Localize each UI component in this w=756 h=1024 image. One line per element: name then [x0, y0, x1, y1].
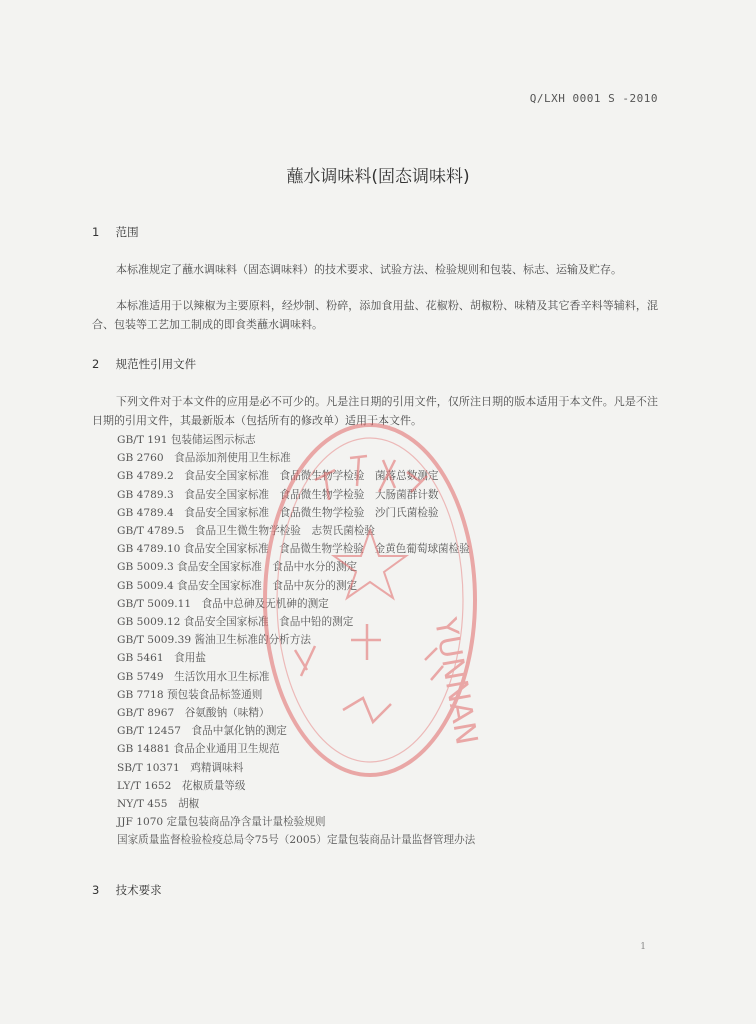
section-number: 1: [92, 225, 100, 239]
section-number: 2: [92, 357, 100, 371]
reference-item: GB 4789.2 食品安全国家标准 食品微生物学检验 菌落总数测定: [117, 470, 439, 483]
reference-item: GB 7718 预包装食品标签通则: [117, 688, 263, 701]
reference-item: GB 4789.3 食品安全国家标准 食品微生物学检验 大肠菌群计数: [117, 488, 439, 501]
reference-item: GB/T 8967 谷氨酸钠（味精）: [117, 707, 270, 720]
section-number: 3: [92, 883, 100, 897]
reference-item: GB 4789.4 食品安全国家标准 食品微生物学检验 沙门氏菌检验: [117, 506, 439, 519]
reference-item: NY/T 455 胡椒: [117, 798, 200, 811]
reference-item: SB/T 10371 鸡精调味料: [117, 761, 244, 774]
section-title: 规范性引用文件: [115, 357, 197, 371]
reference-item: LY/T 1652 花椒质量等级: [117, 779, 246, 792]
references-list: [117, 431, 475, 850]
document-title: 蘸水调味料(固态调味料): [286, 167, 470, 187]
page-number: 1: [640, 942, 646, 952]
reference-item: 国家质量监督检验检疫总局令75号（2005）定量包装商品计量监督管理办法: [117, 834, 476, 847]
references-intro: 下列文件对于本文件的应用是必不可少的。凡是注日期的引用文件，仅所注日期的版本适用于本文件。凡是不注日期的引用文件，其最新版本（包括所有的修改单）适用于本文件。: [92, 395, 658, 427]
section-title: 范围: [115, 225, 139, 239]
seal-text: YUNNAN: [427, 615, 484, 748]
reference-item: JJF 1070 定量包装商品净含量计量检验规则: [117, 816, 326, 829]
reference-item: GB 2760 食品添加剂使用卫生标准: [117, 452, 291, 465]
reference-item: GB 5461 食用盐: [117, 652, 206, 665]
reference-item: GB/T 5009.11 食品中总砷及无机砷的测定: [117, 597, 329, 610]
reference-item: GB 5009.12 食品安全国家标准 食品中铅的测定: [117, 616, 354, 629]
scope-paragraph-2: 本标准适用于以辣椒为主要原料，经炒制、粉碎，添加食用盐、花椒粉、胡椒粉、味精及其它香辛料等辅料，混合、包装等工艺加工制成的即食类蘸水调味料。: [92, 299, 658, 331]
reference-item: GB 5009.3 食品安全国家标准 食品中水分的测定: [117, 561, 358, 574]
section-heading-references: [92, 356, 196, 372]
reference-item: GB 4789.10 食品安全国家标准 食品微生物学检验 金黄色葡萄球菌检验: [117, 543, 470, 556]
reference-item: GB 14881 食品企业通用卫生规范: [117, 743, 280, 756]
section-heading-technical-requirements: [92, 882, 162, 898]
reference-item: GB/T 12457 食品中氯化钠的测定: [117, 725, 287, 738]
section-title: 技术要求: [115, 883, 162, 897]
reference-item: GB/T 4789.5 食品卫生微生物学检验 志贺氏菌检验: [117, 525, 376, 538]
scope-paragraph-1: 本标准规定了蘸水调味料（固态调味料）的技术要求、试验方法、检验规则和包装、标志、运输及贮存。: [116, 263, 622, 276]
reference-item: GB 5009.4 食品安全国家标准 食品中灰分的测定: [117, 579, 358, 592]
reference-item: GB/T 5009.39 酱油卫生标准的分析方法: [117, 634, 311, 647]
section-heading-scope: [92, 224, 139, 240]
document-code: Q/LXH 0001 S -2010: [529, 92, 658, 105]
reference-item: GB/T 191 包装储运图示标志: [117, 434, 256, 446]
reference-item: GB 5749 生活饮用水卫生标准: [117, 670, 270, 683]
